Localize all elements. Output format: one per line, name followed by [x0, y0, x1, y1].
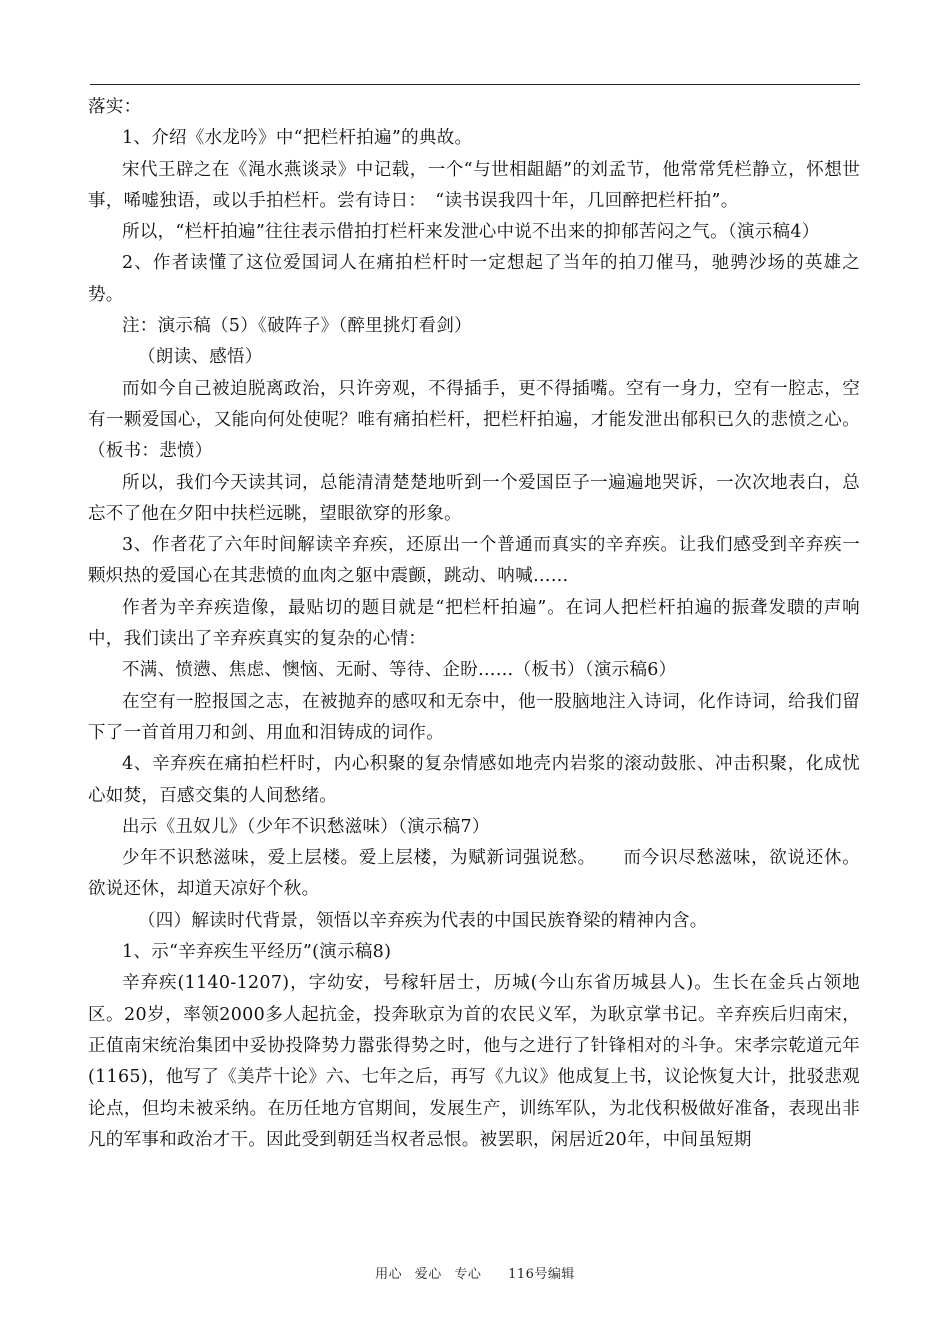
- paragraph: 辛弃疾(1140-1207)，字幼安，号稼轩居士，历城(今山东省历城县人)。生长在金兵占领地区。20岁，率领2000多人起抗金，投奔耿京为首的农民义军，为耿京掌书记。辛弃疾后归南宋，正值南宋统治集团中妥协投降势力嚣张得势之时，他与之进行了针锋相对的斗争。宋孝宗乾道元年(1165)，他写了《美芹十论》六、七年之后，再写《九议》他成复上书，议论恢复大计，批驳悲观论点，但均未被采纳。在历任地方官期间，发展生产，训练军队，为北伐积极做好准备，表现出非凡的军事和政治才干。因此受到朝廷当权者忌恨。被罢职，闲居近20年，中间虽短期: [88, 973, 860, 1150]
- paragraph: 注：演示稿（5）《破阵子》（醉里挑灯看剑）: [122, 316, 472, 337]
- header-rule: [90, 84, 860, 85]
- paragraph: 所以，我们今天读其词，总能清清楚楚地听到一个爱国臣子一遍遍地哭诉，一次次地表白，总忘不了他在夕阳中扶栏远眺，望眼欲穿的形象。: [88, 472, 860, 524]
- paragraph: 落实：: [88, 97, 142, 117]
- paragraph: 2、作者读懂了这位爱国词人在痛拍栏杆时一定想起了当年的拍刀催马，驰骋沙场的英雄之势。: [88, 253, 860, 305]
- footer-item: 爱心: [414, 1267, 442, 1282]
- footer-item: 116号编辑: [508, 1267, 575, 1282]
- paragraph: 3、作者花了六年时间解读辛弃疾，还原出一个普通而真实的辛弃疾。让我们感受到辛弃疾一颗炽热的爱国心在其悲愤的血肉之躯中震颤，跳动、呐喊……: [88, 535, 860, 587]
- footer-item: 专心: [454, 1267, 482, 1282]
- paragraph: 1、示“辛弃疾生平经历”(演示稿8): [122, 942, 392, 963]
- paragraph: 出示《丑奴儿》（少年不识愁滋味）（演示稿7）: [122, 816, 490, 837]
- page-footer: [0, 1263, 950, 1282]
- paragraph: 宋代王辟之在《渑水燕谈录》中记载，一个“与世相龃龉”的刘孟节，他常常凭栏静立，怀想世事，唏嘘独语，或以手拍栏杆。尝有诗日： “读书误我四十年，几回醉把栏杆拍”。: [88, 159, 860, 211]
- paragraph: 所以，“栏杆拍遍”往往表示借拍打栏杆来发泄心中说不出来的抑郁苦闷之气。（演示稿4）: [122, 222, 820, 243]
- paragraph: 不满、愤懑、焦虑、懊恼、无耐、等待、企盼……（板书）（演示稿6）: [122, 660, 677, 681]
- paragraph: 在空有一腔报国之志，在被抛弃的感叹和无奈中，他一股脑地注入诗词，化作诗词，给我们留下了一首首用刀和剑、用血和泪铸成的词作。: [88, 691, 860, 743]
- paragraph: 作者为辛弃疾造像，最贴切的题目就是“把栏杆拍遍”。在词人把栏杆拍遍的振聋发聩的声响中，我们读出了辛弃疾真实的复杂的心情：: [88, 597, 860, 650]
- paragraph: 少年不识愁滋味，爱上层楼。爱上层楼，为赋新词强说愁。 而今识尽愁滋味，欲说还休。欲说还休，却道天凉好个秋。: [88, 848, 860, 900]
- paragraph: （朗读、感悟）: [138, 347, 263, 368]
- document-body: [88, 92, 860, 1156]
- section-heading: （四）解读时代背景，领悟以辛弃疾为代表的中国民族脊梁的精神内含。: [138, 910, 708, 931]
- paragraph: 4、辛弃疾在痛拍栏杆时，内心积聚的复杂情感如地壳内岩浆的滚动鼓胀、冲击积聚，化成忧心如焚，百感交集的人间愁绪。: [88, 754, 860, 806]
- paragraph: 1、介绍《水龙吟》中“把栏杆拍遍”的典故。: [122, 128, 473, 149]
- footer-item: 用心: [375, 1267, 403, 1282]
- paragraph: 而如今自己被迫脱离政治，只许旁观，不得插手，更不得插嘴。空有一身力，空有一腔志，空有一颗爱国心，又能向何处使呢？唯有痛拍栏杆，把栏杆拍遍，才能发泄出郁积已久的悲愤之心。（板书：悲愤）: [88, 378, 860, 462]
